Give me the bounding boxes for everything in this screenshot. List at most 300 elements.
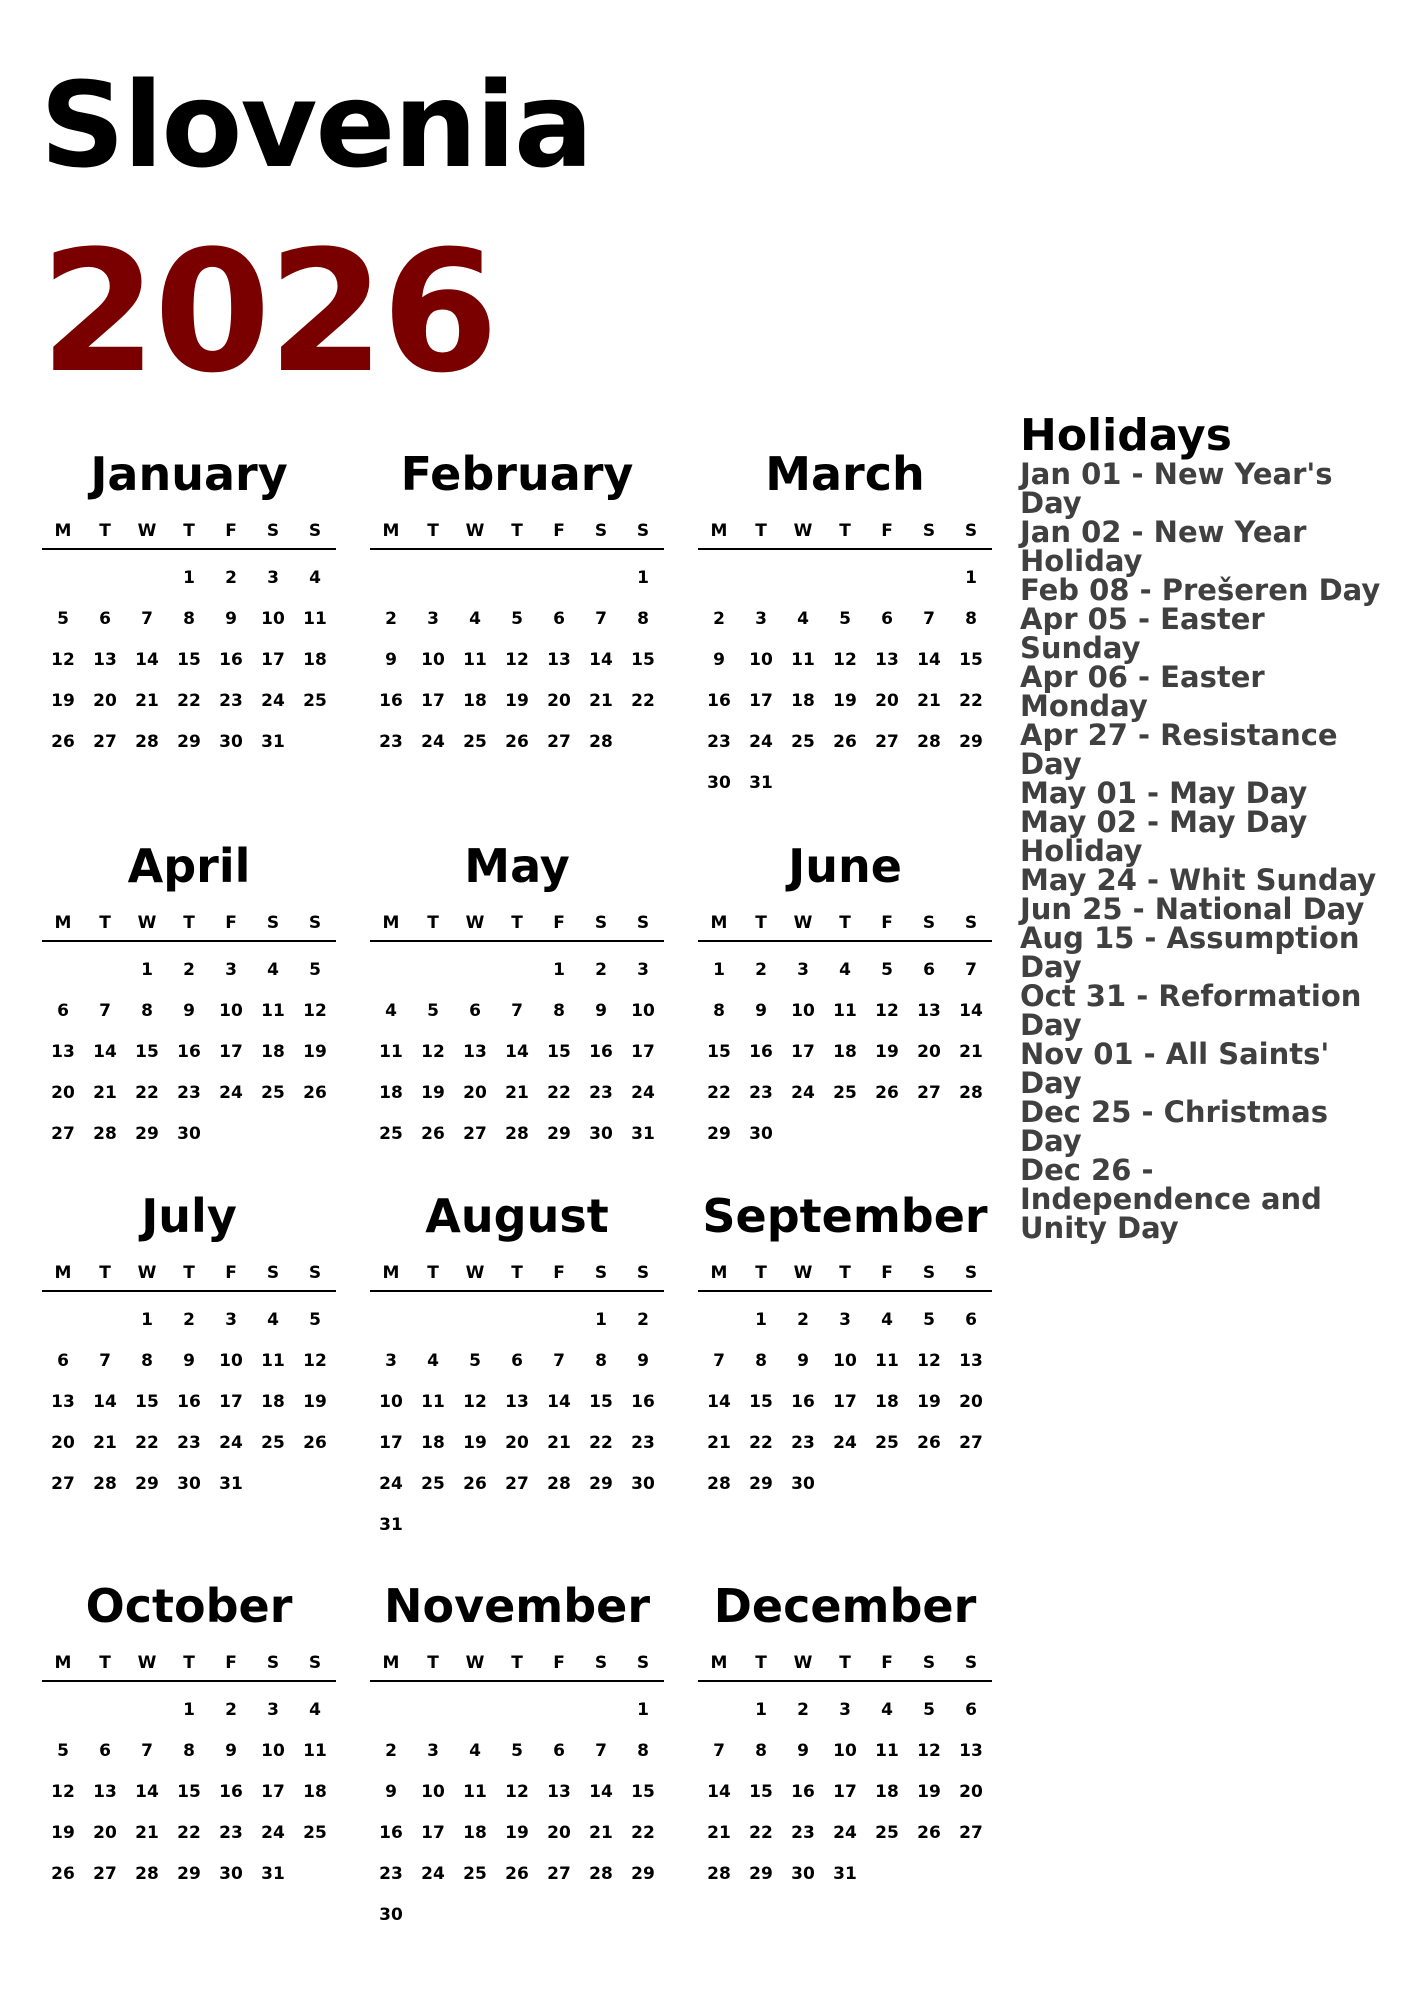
day-cell: 7 [965,960,977,980]
day-cell: 27 [51,1474,75,1494]
weekday-header: S [594,913,608,933]
month-name: October [85,1579,293,1633]
day-cell: 3 [385,1351,397,1371]
day-cell: 28 [959,1083,983,1103]
day-cell: 15 [135,1392,159,1412]
day-cell: 9 [385,1782,397,1802]
empty-cell [84,1690,126,1731]
day-cell: 21 [589,691,613,711]
day-cell: 21 [505,1083,529,1103]
weekday-header: W [465,1653,485,1673]
day-cell: 20 [875,691,899,711]
day-cell: 26 [51,732,75,752]
day-cell: 8 [965,609,977,629]
day-cell: 29 [749,1474,773,1494]
day-cell: 9 [713,650,725,670]
weekday-header: F [225,1653,237,1673]
day-cell: 13 [547,650,571,670]
day-cell: 8 [141,1351,153,1371]
weekday-header: S [308,913,322,933]
day-cell: 30 [749,1124,773,1144]
day-cell: 15 [707,1042,731,1062]
day-cell: 26 [505,732,529,752]
day-cell: 17 [421,691,445,711]
day-cell: 4 [267,1310,279,1330]
days-grid [698,1300,992,1505]
day-cell: 22 [135,1433,159,1453]
day-cell: 6 [965,1310,977,1330]
day-cell: 8 [637,609,649,629]
day-cell: 23 [631,1433,655,1453]
empty-cell [496,1300,538,1341]
day-cell: 23 [707,732,731,752]
day-cell: 1 [755,1310,767,1330]
day-cell: 30 [707,773,731,793]
day-cell: 13 [51,1042,75,1062]
day-cell: 4 [309,568,321,588]
day-cell: 7 [713,1741,725,1761]
day-cell: 30 [589,1124,613,1144]
day-cell: 18 [303,650,327,670]
weekday-header: S [964,1263,978,1283]
day-cell: 7 [923,609,935,629]
day-cell: 22 [707,1083,731,1103]
day-cell: 17 [749,691,773,711]
holiday-item: Apr 27 - Resistance Day [1020,718,1338,781]
day-cell: 12 [875,1001,899,1021]
day-cell: 5 [427,1001,439,1021]
weekday-header-row [370,518,664,550]
day-cell: 12 [505,650,529,670]
day-cell: 14 [135,650,159,670]
day-cell: 13 [93,1782,117,1802]
day-cell: 21 [93,1433,117,1453]
day-cell: 21 [135,1823,159,1843]
empty-cell [42,1690,84,1731]
month-name: May [464,839,570,893]
empty-cell [84,1300,126,1341]
empty-cell [84,558,126,599]
day-cell: 21 [93,1083,117,1103]
day-cell: 5 [923,1310,935,1330]
weekday-header: F [225,1263,237,1283]
day-cell: 17 [833,1782,857,1802]
day-cell: 28 [93,1474,117,1494]
day-cell: 13 [93,650,117,670]
day-cell: 15 [135,1042,159,1062]
empty-cell [496,558,538,599]
day-cell: 20 [51,1433,75,1453]
day-cell: 31 [219,1474,243,1494]
weekday-header: W [137,521,157,541]
holiday-item: Feb 08 - Prešeren Day [1020,573,1381,607]
day-cell: 11 [875,1351,899,1371]
day-cell: 7 [141,1741,153,1761]
day-cell: 13 [917,1001,941,1021]
day-cell: 9 [225,609,237,629]
weekday-header: S [636,521,650,541]
day-cell: 13 [505,1392,529,1412]
day-cell: 25 [833,1083,857,1103]
day-cell: 14 [135,1782,159,1802]
day-cell: 3 [267,568,279,588]
day-cell: 30 [177,1124,201,1144]
day-cell: 20 [93,691,117,711]
empty-cell [412,558,454,599]
weekday-header: T [427,521,439,541]
day-cell: 18 [379,1083,403,1103]
weekday-header: T [511,1263,523,1283]
day-cell: 21 [917,691,941,711]
day-cell: 10 [219,1351,243,1371]
day-cell: 7 [99,1351,111,1371]
day-cell: 14 [547,1392,571,1412]
day-cell: 10 [261,1741,285,1761]
day-cell: 24 [261,1823,285,1843]
empty-cell [740,558,782,599]
weekday-header: M [382,1653,400,1673]
day-cell: 9 [637,1351,649,1371]
day-cell: 20 [505,1433,529,1453]
day-cell: 25 [261,1083,285,1103]
day-cell: 24 [261,691,285,711]
empty-cell [42,1300,84,1341]
day-cell: 16 [219,1782,243,1802]
day-cell: 30 [791,1474,815,1494]
day-cell: 24 [749,732,773,752]
day-cell: 15 [177,1782,201,1802]
day-cell: 12 [421,1042,445,1062]
day-cell: 5 [57,609,69,629]
day-cell: 27 [547,1864,571,1884]
day-cell: 1 [637,568,649,588]
day-cell: 17 [833,1392,857,1412]
day-cell: 19 [51,691,75,711]
day-cell: 29 [749,1864,773,1884]
day-cell: 31 [833,1864,857,1884]
day-cell: 28 [547,1474,571,1494]
weekday-header-row [42,1650,336,1682]
holidays-title: Holidays [1020,410,1232,461]
day-cell: 29 [707,1124,731,1144]
weekday-header: S [266,1263,280,1283]
weekday-header: W [793,521,813,541]
weekday-header: T [511,1653,523,1673]
country-title: Slovenia [40,56,592,194]
weekday-header: F [225,913,237,933]
day-cell: 3 [427,609,439,629]
day-cell: 5 [839,609,851,629]
empty-cell [908,558,950,599]
day-cell: 11 [463,650,487,670]
weekday-header: S [266,1653,280,1673]
day-cell: 6 [57,1351,69,1371]
day-cell: 19 [875,1042,899,1062]
day-cell: 17 [791,1042,815,1062]
day-cell: 16 [589,1042,613,1062]
day-cell: 31 [379,1515,403,1535]
day-cell: 28 [917,732,941,752]
day-cell: 27 [959,1823,983,1843]
day-cell: 23 [589,1083,613,1103]
weekday-header: T [99,913,111,933]
day-cell: 26 [51,1864,75,1884]
weekday-header: S [964,1653,978,1673]
day-cell: 1 [713,960,725,980]
day-cell: 6 [553,1741,565,1761]
day-cell: 22 [177,1823,201,1843]
day-cell: 11 [463,1782,487,1802]
day-cell: 29 [177,732,201,752]
day-cell: 18 [463,1823,487,1843]
day-cell: 13 [463,1042,487,1062]
day-cell: 27 [875,732,899,752]
weekday-header: T [839,913,851,933]
day-cell: 6 [881,609,893,629]
day-cell: 7 [595,1741,607,1761]
day-cell: 20 [547,691,571,711]
days-grid [698,1690,992,1895]
day-cell: 7 [553,1351,565,1371]
day-cell: 27 [547,732,571,752]
day-cell: 6 [965,1700,977,1720]
day-cell: 14 [93,1392,117,1412]
empty-cell [370,950,412,991]
day-cell: 25 [379,1124,403,1144]
weekday-header: T [839,1653,851,1673]
empty-cell [126,1690,168,1731]
day-cell: 5 [469,1351,481,1371]
empty-cell [42,950,84,991]
empty-cell [126,558,168,599]
month-name: November [383,1579,651,1633]
day-cell: 16 [379,691,403,711]
day-cell: 23 [177,1433,201,1453]
month-name: July [141,1189,237,1243]
holiday-item: May 24 - Whit Sunday [1020,863,1377,897]
empty-cell [496,950,538,991]
weekday-header: T [183,521,195,541]
empty-cell [866,558,908,599]
day-cell: 24 [833,1823,857,1843]
weekday-header-row [698,910,992,942]
day-cell: 25 [303,691,327,711]
weekday-header: M [710,1263,728,1283]
weekday-header: T [183,913,195,933]
day-cell: 25 [463,732,487,752]
day-cell: 11 [875,1741,899,1761]
weekday-header: F [881,1653,893,1673]
day-cell: 4 [839,960,851,980]
weekday-header: W [793,1653,813,1673]
day-cell: 2 [713,609,725,629]
day-cell: 2 [797,1700,809,1720]
day-cell: 16 [707,691,731,711]
day-cell: 9 [755,1001,767,1021]
day-cell: 2 [183,1310,195,1330]
day-cell: 9 [385,650,397,670]
day-cell: 24 [421,1864,445,1884]
day-cell: 5 [57,1741,69,1761]
day-cell: 22 [135,1083,159,1103]
day-cell: 7 [511,1001,523,1021]
day-cell: 18 [875,1392,899,1412]
weekday-header-row [698,1260,992,1292]
day-cell: 15 [631,650,655,670]
day-cell: 3 [839,1700,851,1720]
day-cell: 7 [99,1001,111,1021]
day-cell: 21 [707,1433,731,1453]
weekday-header-row [370,1650,664,1682]
day-cell: 8 [595,1351,607,1371]
empty-cell [370,1300,412,1341]
day-cell: 6 [553,609,565,629]
empty-cell [370,558,412,599]
day-cell: 21 [135,691,159,711]
day-cell: 4 [385,1001,397,1021]
holiday-item: Apr 06 - Easter Monday [1020,660,1265,723]
day-cell: 8 [183,609,195,629]
day-cell: 25 [791,732,815,752]
empty-cell [580,558,622,599]
weekday-header: M [382,521,400,541]
day-cell: 18 [463,691,487,711]
day-cell: 9 [797,1741,809,1761]
month-name: August [425,1189,609,1243]
weekday-header: W [137,1263,157,1283]
day-cell: 4 [469,1741,481,1761]
day-cell: 17 [379,1433,403,1453]
day-cell: 29 [589,1474,613,1494]
day-cell: 24 [631,1083,655,1103]
day-cell: 22 [631,1823,655,1843]
day-cell: 30 [177,1474,201,1494]
weekday-header: F [553,913,565,933]
day-cell: 10 [421,650,445,670]
weekday-header: S [594,1263,608,1283]
day-cell: 16 [791,1782,815,1802]
day-cell: 28 [135,732,159,752]
holiday-item: Jan 01 - New Year's Day [1020,457,1333,520]
day-cell: 16 [631,1392,655,1412]
day-cell: 19 [463,1433,487,1453]
empty-cell [782,558,824,599]
day-cell: 1 [141,960,153,980]
day-cell: 20 [917,1042,941,1062]
month-name: April [127,839,251,893]
day-cell: 8 [553,1001,565,1021]
weekday-header: S [594,521,608,541]
day-cell: 26 [917,1433,941,1453]
day-cell: 17 [219,1392,243,1412]
day-cell: 11 [833,1001,857,1021]
day-cell: 25 [875,1823,899,1843]
day-cell: 28 [505,1124,529,1144]
day-cell: 6 [99,1741,111,1761]
day-cell: 5 [309,960,321,980]
day-cell: 16 [749,1042,773,1062]
day-cell: 1 [637,1700,649,1720]
day-cell: 21 [547,1433,571,1453]
weekday-header: M [54,1653,72,1673]
day-cell: 1 [183,1700,195,1720]
holiday-item: May 01 - May Day [1020,776,1308,810]
day-cell: 23 [749,1083,773,1103]
day-cell: 17 [631,1042,655,1062]
weekday-header: M [710,913,728,933]
day-cell: 27 [505,1474,529,1494]
day-cell: 5 [309,1310,321,1330]
weekday-header: M [710,521,728,541]
day-cell: 13 [51,1392,75,1412]
weekday-header: S [308,1263,322,1283]
day-cell: 23 [379,732,403,752]
empty-cell [538,1300,580,1341]
day-cell: 26 [463,1474,487,1494]
day-cell: 11 [303,1741,327,1761]
day-cell: 19 [917,1392,941,1412]
day-cell: 10 [833,1351,857,1371]
day-cell: 15 [589,1392,613,1412]
weekday-header: F [881,1263,893,1283]
weekday-header: F [553,521,565,541]
weekday-header: M [54,521,72,541]
day-cell: 24 [833,1433,857,1453]
holiday-item: Jan 02 - New Year Holiday [1020,515,1307,578]
day-cell: 19 [917,1782,941,1802]
day-cell: 29 [135,1124,159,1144]
days-grid [42,1690,336,1895]
day-cell: 3 [755,609,767,629]
weekday-header: S [308,1653,322,1673]
holiday-item: Dec 26 - Independence and Unity Day [1020,1153,1322,1245]
day-cell: 29 [959,732,983,752]
weekday-header: T [99,1653,111,1673]
empty-cell [538,1690,580,1731]
days-grid [370,1690,664,1936]
day-cell: 11 [261,1351,285,1371]
day-cell: 3 [797,960,809,980]
weekday-header: M [710,1653,728,1673]
weekday-header: S [636,913,650,933]
weekday-header: S [266,521,280,541]
day-cell: 20 [959,1392,983,1412]
weekday-header-row [370,1260,664,1292]
day-cell: 14 [589,650,613,670]
weekday-header: S [636,1653,650,1673]
day-cell: 5 [923,1700,935,1720]
day-cell: 15 [177,650,201,670]
weekday-header: W [137,1653,157,1673]
day-cell: 20 [959,1782,983,1802]
day-cell: 27 [93,1864,117,1884]
day-cell: 2 [595,960,607,980]
day-cell: 20 [547,1823,571,1843]
weekday-header: W [465,913,485,933]
day-cell: 10 [261,609,285,629]
day-cell: 20 [93,1823,117,1843]
day-cell: 9 [183,1001,195,1021]
day-cell: 26 [875,1083,899,1103]
day-cell: 22 [959,691,983,711]
day-cell: 26 [303,1083,327,1103]
weekday-header: S [922,913,936,933]
day-cell: 25 [421,1474,445,1494]
day-cell: 6 [99,609,111,629]
empty-cell [454,1300,496,1341]
day-cell: 8 [755,1351,767,1371]
month-name: June [788,839,902,893]
